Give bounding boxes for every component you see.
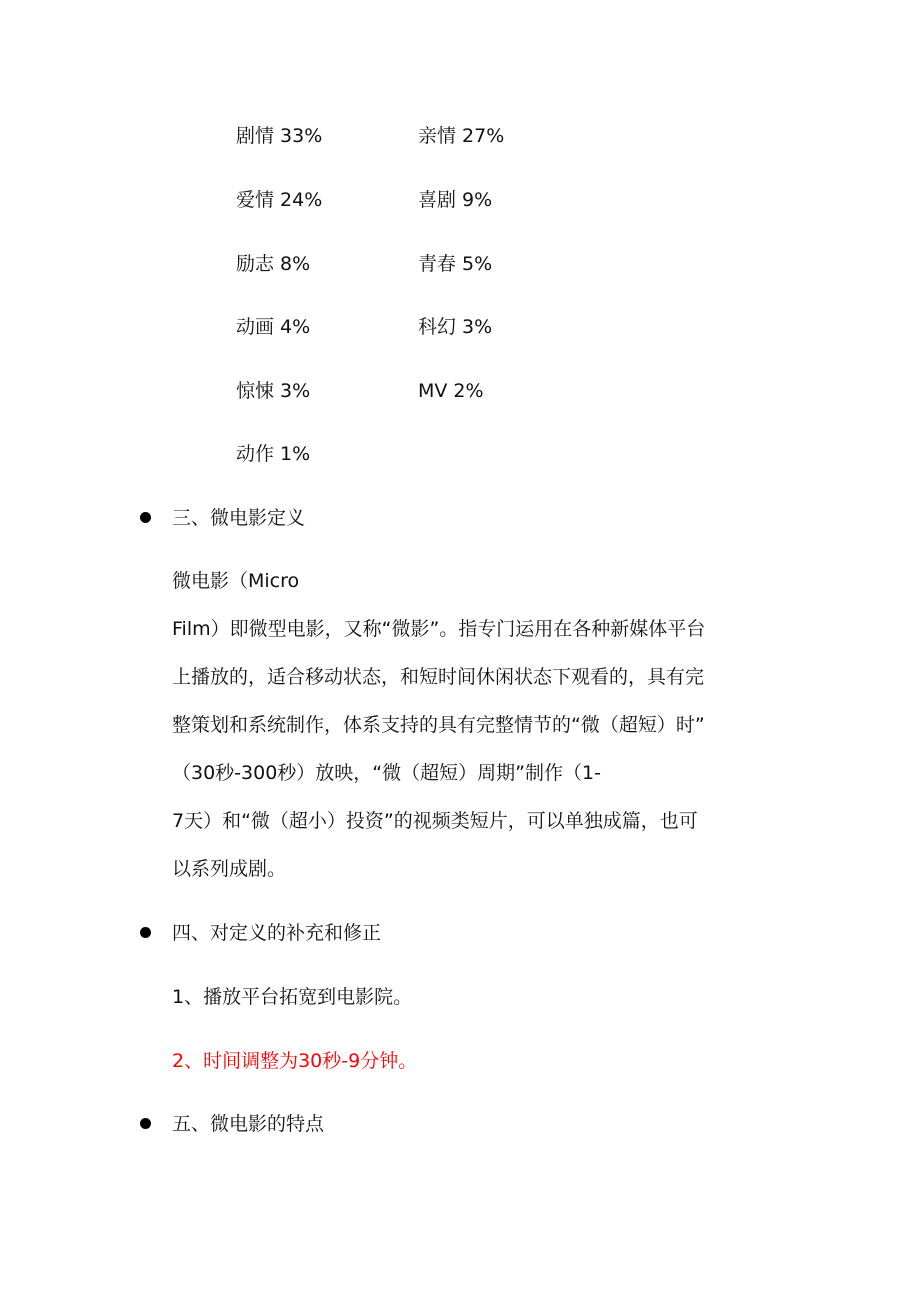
section5-heading: 五、微电影的特点 [172, 1113, 325, 1135]
section3-heading: 三、微电影定义 [172, 507, 306, 529]
genre-drama: 剧情 33% [236, 125, 323, 147]
section4-item-1: 1、播放平台拓宽到电影院。 [172, 986, 413, 1008]
section4-heading: 四、对定义的补充和修正 [172, 922, 382, 944]
genre-thriller: 惊悚 3% [236, 380, 311, 402]
genre-comedy: 喜剧 9% [418, 189, 493, 211]
genre-inspirational: 励志 8% [236, 253, 311, 275]
body-line: 微电影（Micro [172, 570, 300, 592]
genre-youth: 青春 5% [418, 253, 493, 275]
genre-action: 动作 1% [236, 443, 311, 465]
genre-family: 亲情 27% [418, 125, 505, 147]
body-line: 以系列成剧。 [172, 858, 287, 880]
bullet-section5 [140, 1118, 151, 1129]
genre-scifi: 科幻 3% [418, 316, 493, 338]
body-line: 7天）和“微（超小）投资”的视频类短片，可以单独成篇，也可 [172, 810, 698, 832]
body-line: 上播放的，适合移动状态，和短时间休闲状态下观看的，具有完 [172, 666, 705, 688]
body-line: Film）即微型电影，又称“微影”。指专门运用在各种新媒体平台 [172, 618, 706, 640]
genre-mv: MV 2% [418, 380, 484, 402]
genre-animation: 动画 4% [236, 316, 311, 338]
body-line: （30秒-300秒）放映，“微（超短）周期”制作（1- [172, 762, 601, 784]
genre-romance: 爱情 24% [236, 189, 323, 211]
section4-item-2: 2、时间调整为30秒-9分钟。 [172, 1050, 418, 1072]
bullet-section3 [140, 512, 151, 523]
body-line: 整策划和系统制作，体系支持的具有完整情节的“微（超短）时” [172, 714, 705, 736]
bullet-section4 [140, 927, 151, 938]
